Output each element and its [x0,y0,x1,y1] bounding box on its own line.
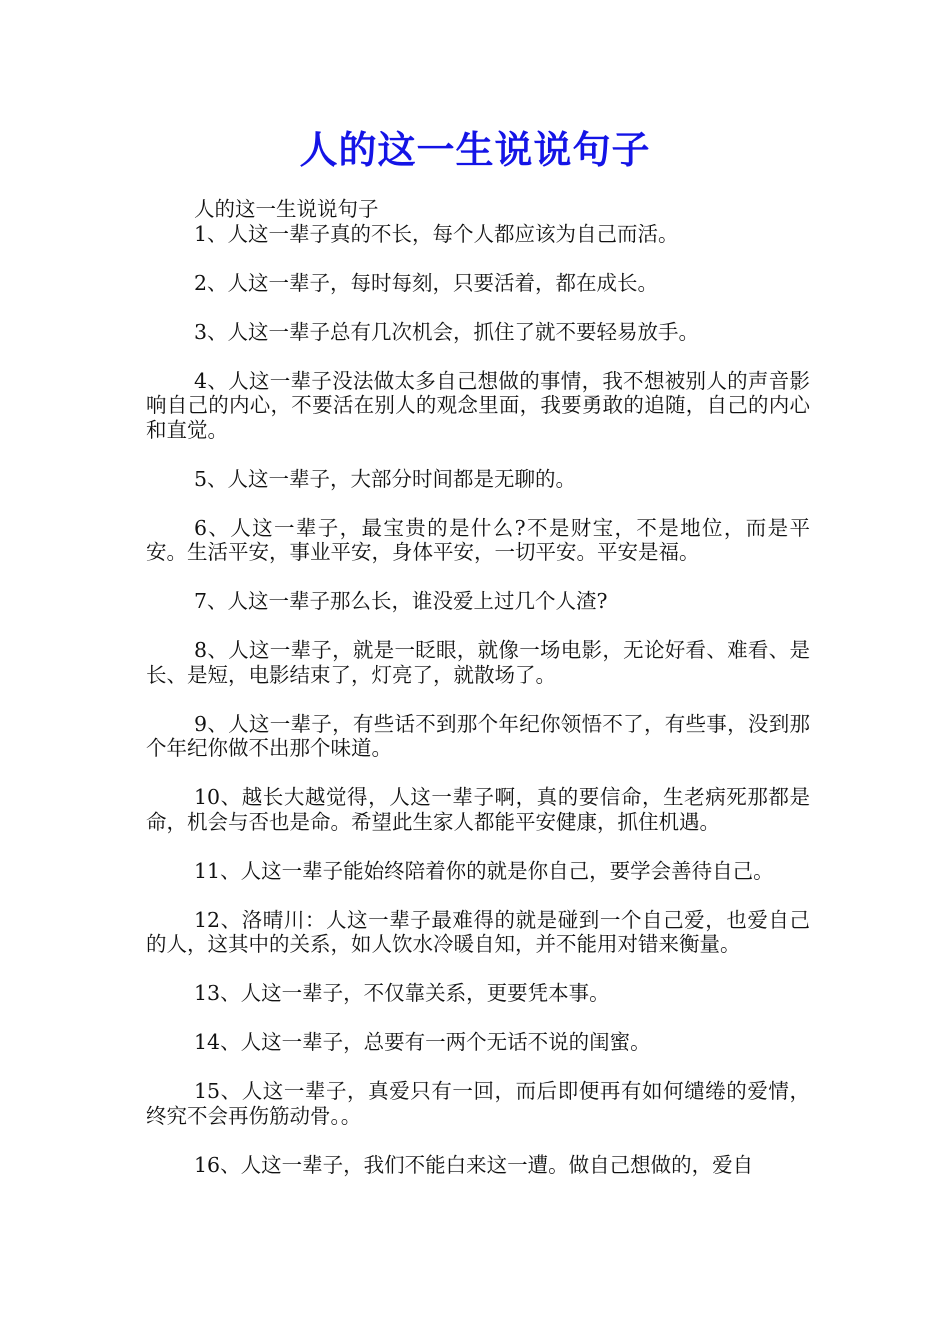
paragraph-14: 14、人这一辈子，总要有一两个无话不说的闺蜜。 [194,1030,651,1054]
paragraph-2: 2、人这一辈子，每时每刻，只要活着，都在成长。 [194,270,659,295]
page-title: 人的这一生说说句子 [299,127,651,172]
paragraph-6: 6、人这一辈子，最宝贵的是什么?不是财宝，不是地位，而是平安。生活平安，事业平安，身体平安，一切平安。平安是福。 [146,515,810,564]
paragraph-16: 16、人这一辈子，我们不能白来这一遭。做自己想做的，爱自 [194,1152,754,1177]
document-subtitle: 人的这一生说说句子 [194,197,379,221]
paragraph-15: 15、人这一辈子，真爱只有一回，而后即便再有如何缱绻的爱情，终究不会再伤筋动骨。。 [146,1079,810,1128]
paragraph-8: 8、人这一辈子，就是一眨眼，就像一场电影，无论好看、难看、是长、是短，电影结束了，灯亮了，就散场了。 [146,638,810,687]
paragraph-10: 10、越长大越觉得，人这一辈子啊，真的要信命，生老病死那都是命，机会与否也是命。希望此生家人都能平安健康，抓住机遇。 [146,785,810,834]
paragraph-7: 7、人这一辈子那么长，谁没爱上过几个人渣? [194,589,608,613]
paragraph-12: 12、洛晴川：人这一辈子最难得的就是碰到一个自己爱，也爱自己的人，这其中的关系，如人饮水冷暖自知，并不能用对错来衡量。 [146,907,810,956]
paragraph-4: 4、人这一辈子没法做太多自己想做的事情，我不想被别人的声音影响自己的内心，不要活在别人的观念里面，我要勇敢的追随，自己的内心和直觉。 [146,368,810,442]
paragraph-5: 5、人这一辈子，大部分时间都是无聊的。 [194,466,577,491]
paragraph-11: 11、人这一辈子能始终陪着你的就是你自己，要学会善待自己。 [194,858,774,883]
paragraph-1: 1、人这一辈子真的不长，每个人都应该为自己而活。 [194,221,679,246]
document-body [146,197,810,1202]
paragraph-9: 9、人这一辈子，有些话不到那个年纪你领悟不了，有些事，没到那个年纪你做不出那个味道。 [146,711,810,760]
paragraph-3: 3、人这一辈子总有几次机会，抓住了就不要轻易放手。 [194,319,700,344]
paragraph-13: 13、人这一辈子，不仅靠关系，更要凭本事。 [194,981,610,1005]
